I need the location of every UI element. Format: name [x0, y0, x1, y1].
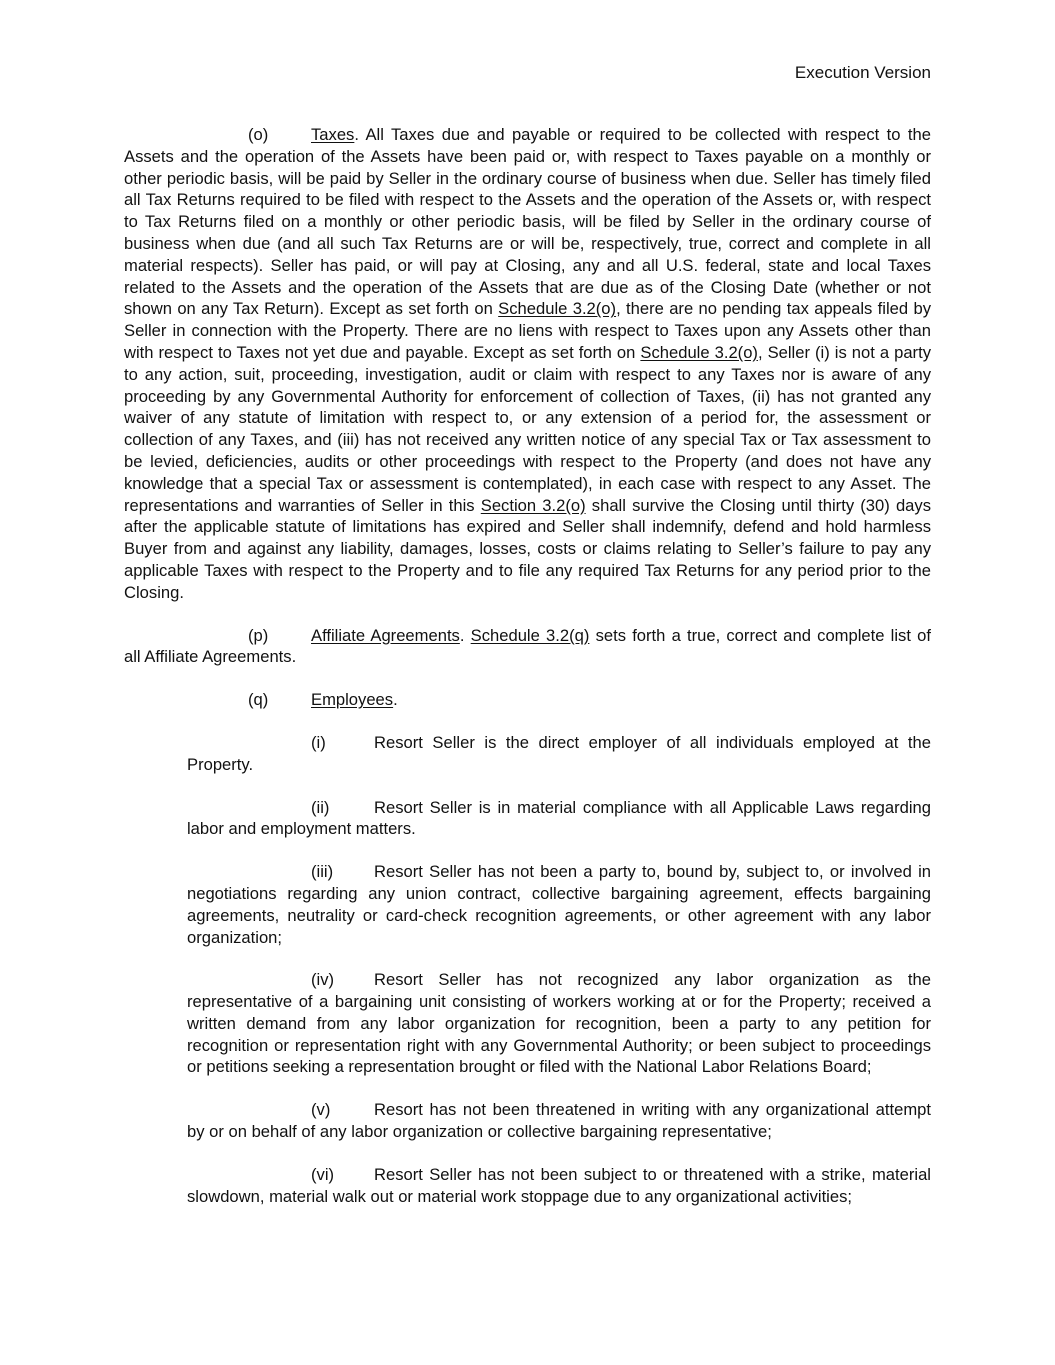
employees-subsections — [187, 732, 931, 1208]
section-label: (q) — [248, 690, 269, 710]
subsection-item — [187, 797, 931, 841]
subsection-item — [187, 732, 931, 776]
subsection-label: (vi) — [311, 1164, 335, 1184]
section-title: Affiliate Agreements — [311, 625, 460, 645]
subsection-label: (iii) — [311, 862, 334, 882]
subsection-item — [187, 861, 931, 948]
section-label: (p) — [248, 625, 269, 645]
schedule-reference: Schedule 3.2(q) — [470, 625, 590, 645]
section-title: Taxes — [311, 125, 355, 144]
document-version-header: Execution Version — [794, 63, 931, 82]
section-title: Employees — [311, 690, 394, 710]
section-q-employees: (q) Employees. — [248, 690, 398, 710]
subsection-label: (iv) — [311, 970, 335, 990]
section-p-affiliate-agreements: (p) Affiliate Agreements. Schedule 3.2(q) sets forth a true, correct and complete list of all Affiliate Agreements. — [124, 625, 931, 667]
subsection-text: Resort Seller is in material compliance with all Applicable Laws regarding labor and employment matters. — [187, 797, 931, 839]
subsection-label: (ii) — [311, 797, 330, 817]
section-o-taxes: (o) Taxes. All Taxes due and payable or required to be collected with respect to the Assets and the operation of the Assets have been paid or, with respect to Taxes payable on a monthly or other periodic basis, will be paid by Seller in the ordinary course of business when due. Seller has timely filed all Tax Returns required to be filed with respect to the Assets and the operation of the Assets or, with respect to Tax Returns filed on a monthly or other periodic basis, will be filed by Seller in the ordinary course of business when due (and all such Tax Returns are or will be, respectively, true, correct and complete in all material respects). Seller has paid, or will pay at Closing, any and all U.S. federal, state and local Taxes related to the Assets and the operation of the Assets that are due as of the Closing Date (whether or not shown on any Tax Return). Except as set forth on Schedule 3.2(o), there are no pending tax appeals filed by Seller in connection with the Property. There are no liens with respect to Taxes upon any Assets other than with respect to Taxes not yet due and payable. Except as set forth on Schedule 3.2(o), Seller (i) is not a party to any action, suit, proceeding, investigation, audit or claim with respect to any Taxes nor is aware of any proceeding by any Governmental Authority for enforcement of collection of Taxes, (ii) has not granted any waiver of any statute of limitation with respect to, or any extension of a period for, the assessment or collection of any Taxes, and (iii) has not received any written notice of any special Tax or Tax assessment to be levied, deficiencies, audits or other proceedings with respect to the Property (and does not have any knowledge that a special Tax or assessment is contemplated), in each case with respect to any Asset. The representations and warranties of Seller in this Section 3.2(o) shall survive the Closing until thirty (30) days after the applicable statute of limitations has expired and Seller shall indemnify, defend and hold harmless Buyer from and against any liability, damages, losses, costs or claims relating to Seller’s failure to pay any applicable Taxes with respect to the Property and to file any required Tax Returns for any period prior to the Closing. — [124, 125, 932, 602]
subsection-item — [187, 1164, 931, 1208]
subsection-item — [187, 1099, 931, 1143]
subsection-text: Resort Seller has not recognized any labor organization as the representative of a bargaining unit consisting of workers working at or for the Property; received a written demand from any labor organization for recognition, been a party to any petition for recognition or representation right with any Governmental Authority; or been subject to proceedings or petitions seeking a representation brought or filed with the National Labor Relations Board; — [187, 970, 931, 1077]
section-reference: Section 3.2(o) — [480, 495, 586, 515]
schedule-reference: Schedule 3.2(o) — [640, 342, 758, 362]
subsection-label: (v) — [311, 1100, 331, 1120]
section-label: (o) — [248, 125, 269, 144]
subsection-text: Resort Seller has not been a party to, bound by, subject to, or involved in negotiations regarding any union contract, collective bargaining agreement, effects bargaining agreements, neutrality or card-check recognition agreements, or other agreement with any labor organization; — [187, 862, 931, 947]
subsection-text: Resort Seller is the direct employer of all individuals employed at the Property. — [187, 732, 931, 774]
subsection-label: (i) — [311, 732, 326, 752]
subsection-text: Resort Seller has not been subject to or threatened with a strike, material slowdown, material walk out or material work stoppage due to any organizational activities; — [187, 1164, 931, 1206]
subsection-item — [187, 969, 931, 1078]
document-body — [124, 124, 931, 1207]
schedule-reference: Schedule 3.2(o) — [498, 299, 617, 319]
subsection-text: Resort has not been threatened in writing with any organizational attempt by or on behalf of any labor organization or collective bargaining representative; — [187, 1100, 931, 1142]
